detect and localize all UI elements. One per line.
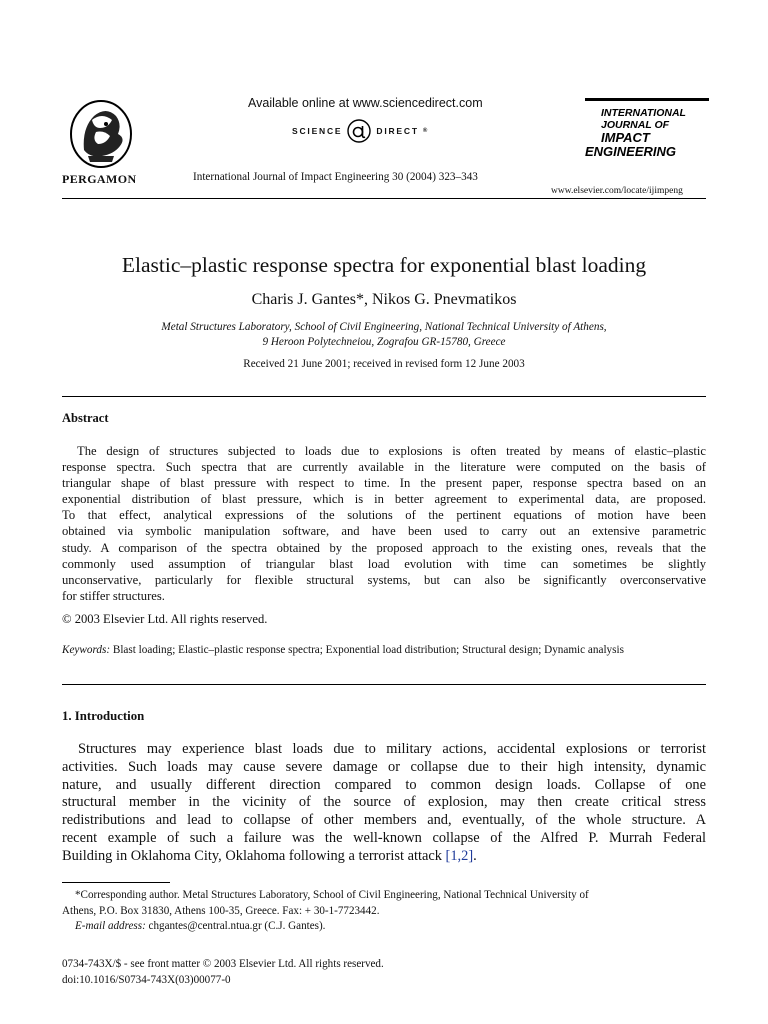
publisher-name: PERGAMON bbox=[62, 172, 137, 186]
intro-line: recent example of such a failure was the well-known collapse of the Alfred P. Murrah Federal bbox=[62, 829, 706, 846]
email-value: chgantes@central.ntua.gr (C.J. Gantes). bbox=[145, 920, 326, 933]
sciencedirect-logo bbox=[292, 114, 452, 148]
abstract-line: obtained via symbolic manipulation software, and have been used to carry out an extensive parametric bbox=[62, 524, 706, 539]
received-dates: Received 21 June 2001; received in revised form 12 June 2003 bbox=[243, 358, 525, 370]
footnote-line-1: *Corresponding author. Metal Structures Laboratory, School of Civil Engineering, National Technical University of bbox=[75, 889, 589, 901]
keywords-text: Blast loading; Elastic–plastic response spectra; Exponential load distribution; Structural design; Dynamic analysis bbox=[110, 644, 624, 656]
intro-line: nature, and usually different direction compared to common design loads. Collapse of one bbox=[62, 776, 706, 793]
footnote-email-line bbox=[62, 919, 706, 935]
citation-link[interactable]: [1,2] bbox=[445, 847, 474, 864]
abstract-heading: Abstract bbox=[62, 411, 109, 425]
email-label: E-mail address: bbox=[75, 920, 146, 933]
intro-last-line bbox=[62, 848, 706, 866]
sd-at-symbol-icon bbox=[346, 118, 372, 144]
journal-citation: International Journal of Impact Engineering 30 (2004) 323–343 bbox=[193, 171, 478, 183]
keywords-block bbox=[62, 643, 706, 658]
intro-line: structural member in the vicinity of the source of explosion, may then create critical stress bbox=[62, 794, 706, 811]
available-online-text: Available online at www.sciencedirect.com bbox=[248, 96, 483, 110]
abstract-top-divider bbox=[62, 396, 706, 397]
brand-line-international: INTERNATIONAL bbox=[601, 107, 686, 119]
article-authors: Charis J. Gantes*, Nikos G. Pnevmatikos bbox=[251, 291, 517, 308]
brand-line-impact: IMPACT bbox=[601, 130, 650, 145]
abstract-line: The design of structures subjected to loads due to explosions is often treated by means of elastic–plastic bbox=[77, 444, 706, 458]
introduction-body bbox=[62, 741, 706, 866]
affiliation-line-1: Metal Structures Laboratory, School of Civil Engineering, National Technical University of Athens, bbox=[161, 321, 607, 333]
abstract-line: commonly used assumption of triangular blast load evolution with time can sometimes be slightly bbox=[62, 556, 706, 571]
intro-last-end: . bbox=[473, 847, 477, 864]
abstract-body bbox=[62, 443, 706, 604]
doi-line: doi:10.1016/S0734-743X(03)00077-0 bbox=[62, 973, 231, 986]
issn-line: 0734-743X/$ - see front matter © 2003 Elsevier Ltd. All rights reserved. bbox=[62, 958, 384, 970]
abstract-line: study. A comparison of the spectra obtained by the proposed approach to the existing ones, reveals that the bbox=[62, 540, 706, 555]
journal-brand-block bbox=[585, 98, 709, 159]
abstract-line: response spectra. Such spectra that are currently available in the literature were computed on the basis of bbox=[62, 460, 706, 475]
header-divider bbox=[62, 198, 706, 199]
brand-bar bbox=[585, 98, 709, 101]
intro-line: activities. Such loads may cause severe damage or collapse due to their high intensity, dynamic bbox=[62, 758, 706, 775]
bottom-info bbox=[62, 957, 384, 988]
brand-line-journal-of: JOURNAL OF bbox=[601, 119, 670, 131]
abstract-line: unconservative, particularly for flexible structural systems, but can also be significantly overconservative bbox=[62, 572, 706, 587]
footnote bbox=[62, 888, 706, 935]
elsevier-tree-logo bbox=[62, 98, 140, 170]
introduction-heading: 1. Introduction bbox=[62, 709, 145, 723]
abstract-copyright: © 2003 Elsevier Ltd. All rights reserved. bbox=[62, 612, 268, 626]
intro-line: redistributions and lead to collapse of other members and, eventually, of the whole structure. A bbox=[62, 812, 706, 829]
footnote-divider bbox=[62, 882, 170, 883]
abstract-bottom-divider bbox=[62, 684, 706, 685]
abstract-line: exponential distribution of blast pressure, which is in better agreement to experimental data, are proposed. bbox=[62, 492, 706, 507]
abstract-line: To that effect, analytical expressions of the solutions of the pertinent equations of motion have been bbox=[62, 508, 706, 523]
sd-registered-mark: ® bbox=[422, 128, 428, 134]
abstract-line: for stiffer structures. bbox=[62, 588, 165, 603]
intro-line: Structures may experience blast loads due to military actions, accidental explosions or terrorist bbox=[78, 741, 706, 757]
journal-url-link[interactable]: www.elsevier.com/locate/ijimpeng bbox=[551, 186, 683, 196]
sd-direct-word: DIRECT bbox=[376, 126, 419, 136]
affiliation-line-2: 9 Heroon Polytechneiou, Zografou GR-15780, Greece bbox=[262, 336, 506, 348]
footnote-line-2: Athens, P.O. Box 31830, Athens 100-35, Greece. Fax: + 30-1-7723442. bbox=[62, 904, 380, 917]
sd-science-word: SCIENCE bbox=[292, 126, 343, 136]
brand-line-engineering: ENGINEERING bbox=[585, 144, 677, 159]
article-title: Elastic–plastic response spectra for exponential blast loading bbox=[121, 253, 647, 277]
keywords-label: Keywords: bbox=[62, 644, 111, 656]
abstract-line: triangular shape of blast pressure with respect to time. In the present paper, response spectra based on an bbox=[62, 476, 706, 491]
intro-last-text: Building in Oklahoma City, Oklahoma following a terrorist attack bbox=[62, 847, 446, 864]
